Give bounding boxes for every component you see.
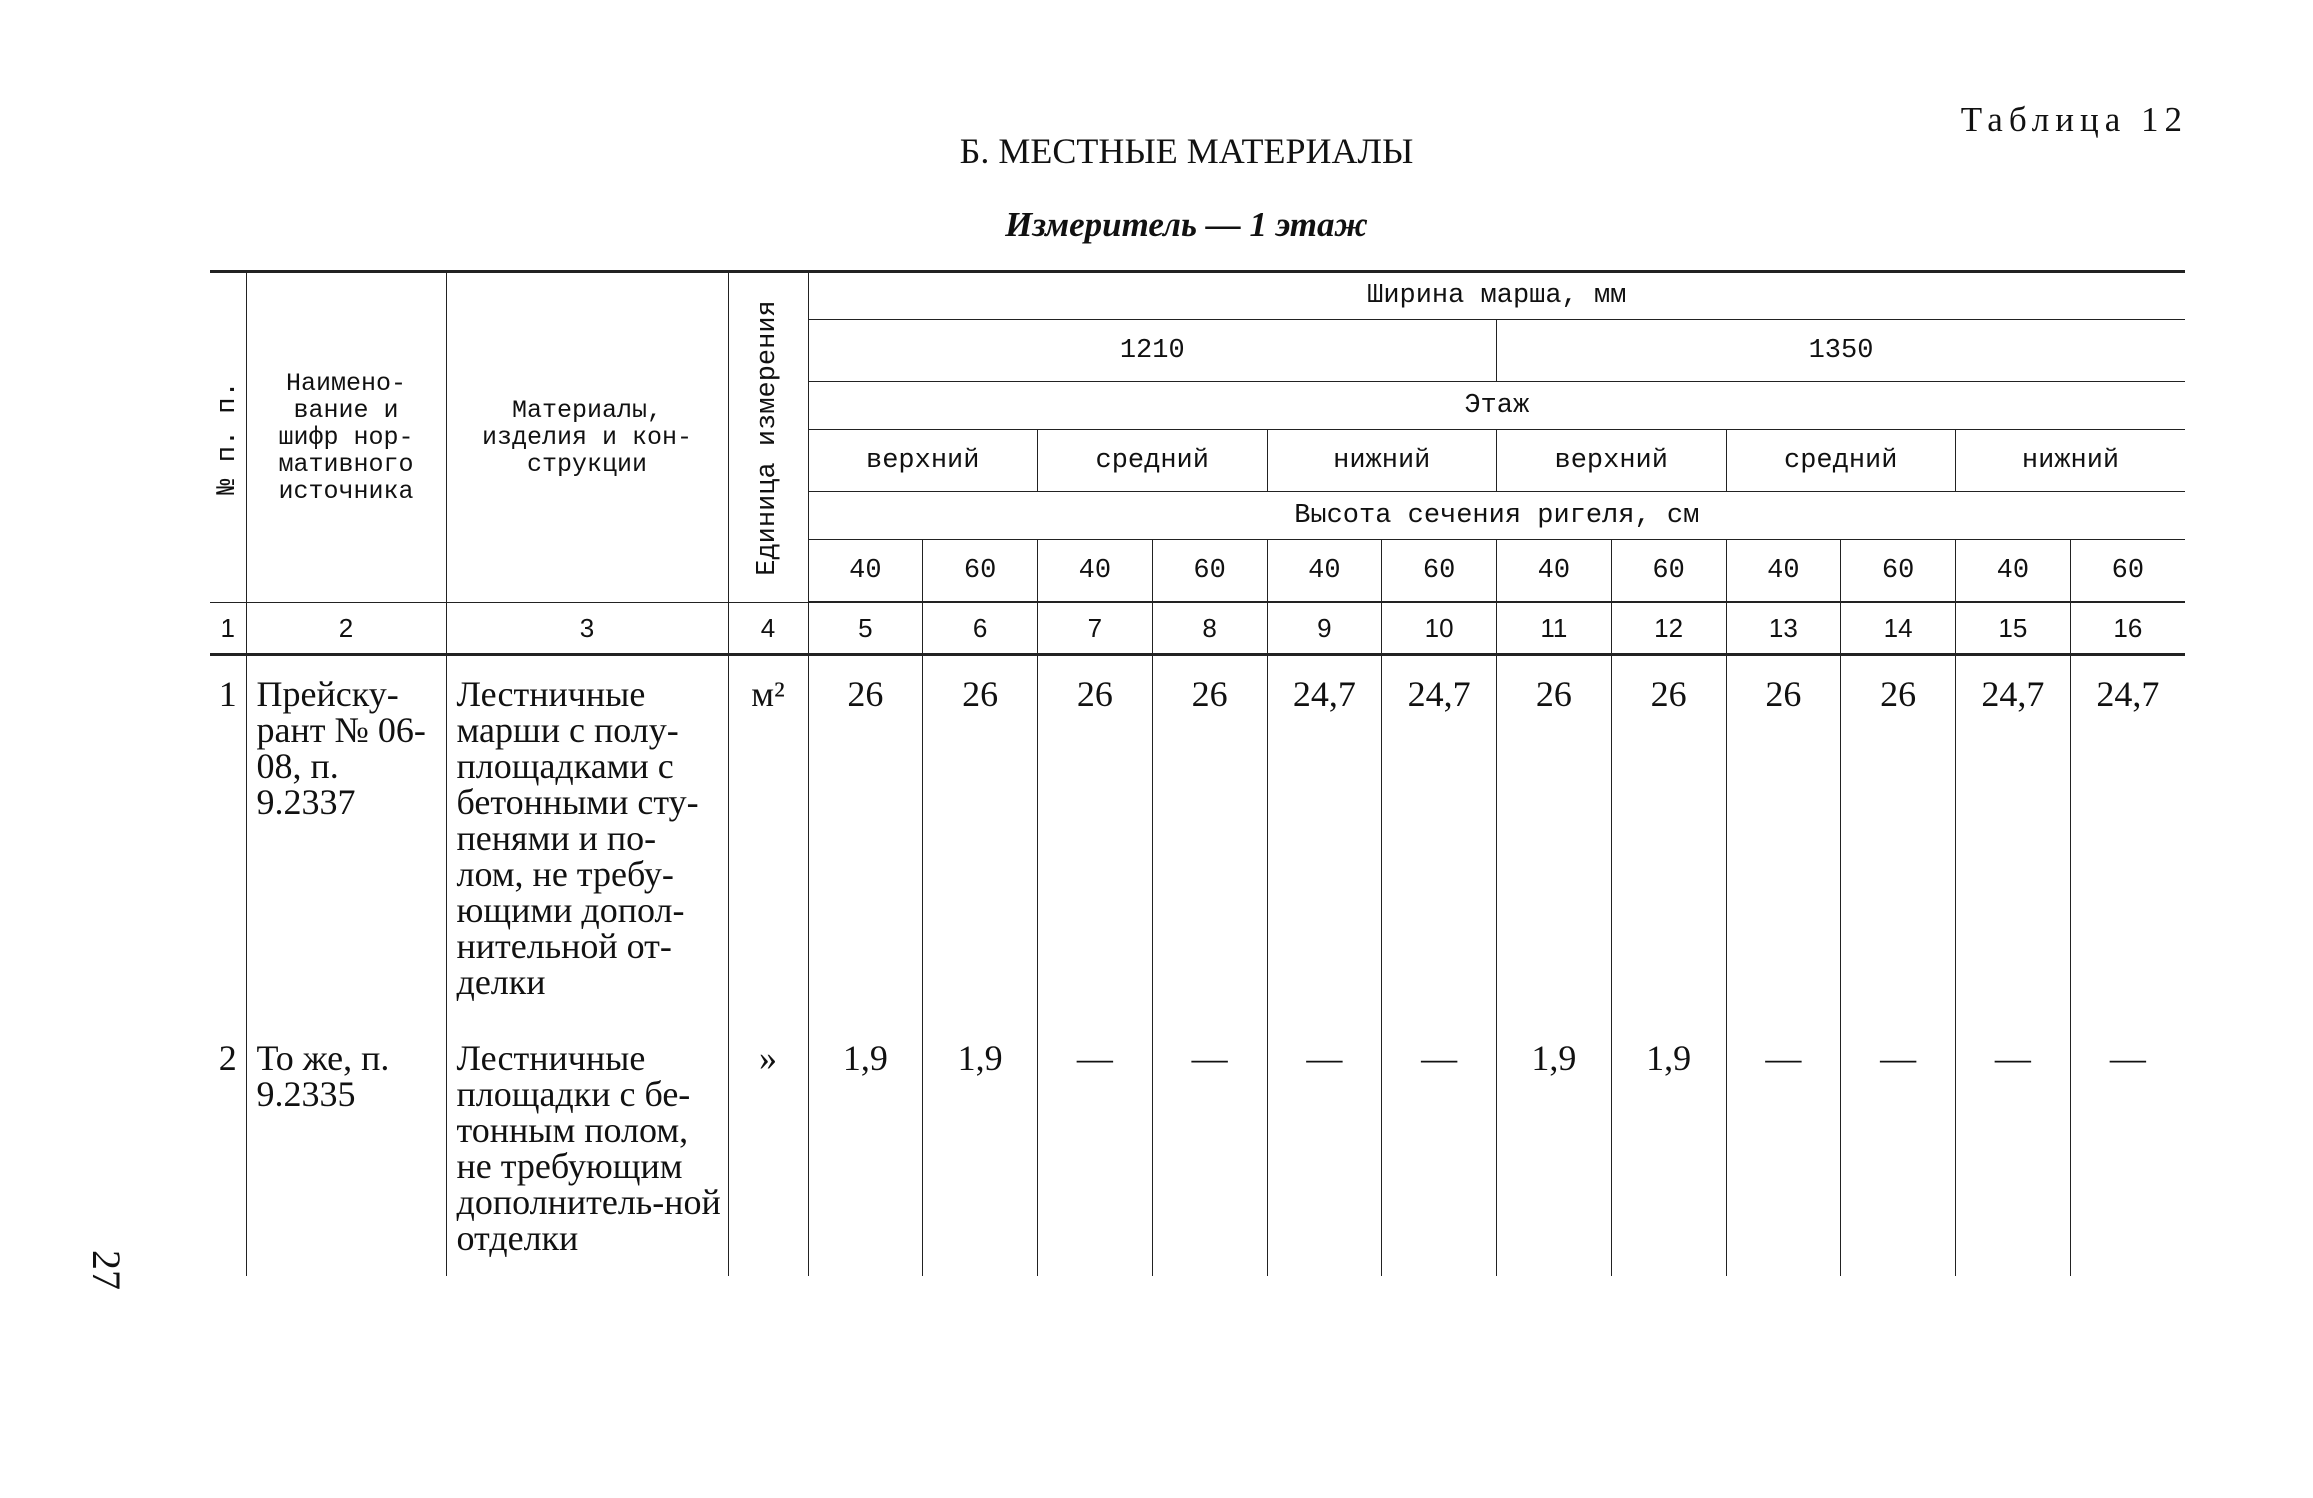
header-height: 60 <box>923 540 1038 602</box>
column-number: 2 <box>246 603 446 655</box>
header-col-no: № п. п. <box>210 272 246 603</box>
row-value: — <box>1267 1020 1382 1276</box>
header-floor-6: нижний <box>1956 430 2186 492</box>
column-number: 3 <box>446 603 728 655</box>
measure-caption: Измеритель — 1 этаж <box>1005 205 1368 244</box>
column-number: 5 <box>808 603 923 655</box>
table-row <box>210 1020 2185 1276</box>
header-height: 60 <box>2070 540 2185 602</box>
table-row <box>210 655 2185 1020</box>
header-width-1350: 1350 <box>1497 320 2186 382</box>
row-unit: м² <box>728 655 808 1020</box>
header-floor-4: верхний <box>1497 430 1727 492</box>
header-height: 60 <box>1611 540 1726 602</box>
section-title: Б. МЕСТНЫЕ МАТЕРИАЛЫ <box>959 131 1414 171</box>
column-number: 7 <box>1038 603 1153 655</box>
header-height: 40 <box>1267 540 1382 602</box>
header-floor-title: Этаж <box>808 382 2185 430</box>
row-value: 1,9 <box>808 1020 923 1276</box>
header-col-materials: Материалы, изделия и кон-струкции <box>446 272 728 603</box>
header-floor-3: нижний <box>1267 430 1497 492</box>
column-number: 13 <box>1726 603 1841 655</box>
materials-table <box>210 270 2185 1276</box>
row-value: 26 <box>1726 655 1841 1020</box>
header-floor-2: средний <box>1038 430 1268 492</box>
column-number: 4 <box>728 603 808 655</box>
row-value: — <box>2070 1020 2185 1276</box>
column-number: 6 <box>923 603 1038 655</box>
row-value: 1,9 <box>1611 1020 1726 1276</box>
table-label: Таблица 12 <box>1960 100 2188 139</box>
header-height: 60 <box>1152 540 1267 602</box>
row-value: 26 <box>1611 655 1726 1020</box>
column-number: 11 <box>1497 603 1612 655</box>
column-number: 9 <box>1267 603 1382 655</box>
header-height: 40 <box>1497 540 1612 602</box>
row-value: 26 <box>1497 655 1612 1020</box>
row-materials: Лестничные марши с полу-площадками с бетонными сту-пенями и по-лом, не требу-ющими допол-нительной от-делки <box>446 655 728 1020</box>
column-number: 8 <box>1152 603 1267 655</box>
column-number: 16 <box>2070 603 2185 655</box>
row-value: — <box>1382 1020 1497 1276</box>
column-number: 10 <box>1382 603 1497 655</box>
row-no: 2 <box>210 1020 246 1276</box>
header-width-title: Ширина марша, мм <box>808 272 2185 320</box>
page-number: 27 <box>84 1250 129 1290</box>
row-value: 26 <box>808 655 923 1020</box>
row-value: — <box>1152 1020 1267 1276</box>
row-no: 1 <box>210 655 246 1020</box>
row-source: Прейску-рант № 06-08, п. 9.2337 <box>246 655 446 1020</box>
row-source: То же, п. 9.2335 <box>246 1020 446 1276</box>
column-number: 12 <box>1611 603 1726 655</box>
row-value: 24,7 <box>1956 655 2071 1020</box>
row-unit: » <box>728 1020 808 1276</box>
header-width-1210: 1210 <box>808 320 1497 382</box>
row-value: — <box>1956 1020 2071 1276</box>
header-floor-5: средний <box>1726 430 1956 492</box>
header-floor-1: верхний <box>808 430 1038 492</box>
row-value: 1,9 <box>923 1020 1038 1276</box>
row-value: — <box>1841 1020 1956 1276</box>
row-value: 24,7 <box>1382 655 1497 1020</box>
header-height: 40 <box>1726 540 1841 602</box>
row-value: 24,7 <box>1267 655 1382 1020</box>
column-number: 15 <box>1956 603 2071 655</box>
row-value: — <box>1726 1020 1841 1276</box>
header-height: 40 <box>808 540 923 602</box>
column-number: 14 <box>1841 603 1956 655</box>
row-value: 1,9 <box>1497 1020 1612 1276</box>
row-value: 26 <box>1152 655 1267 1020</box>
header-col-unit: Единица измерения <box>728 272 808 603</box>
row-materials: Лестничные площадки с бе-тонным полом, не требующим дополнитель-ной отделки <box>446 1020 728 1276</box>
header-height: 40 <box>1956 540 2071 602</box>
row-value: 26 <box>1841 655 1956 1020</box>
column-number: 1 <box>210 603 246 655</box>
header-height: 60 <box>1841 540 1956 602</box>
row-value: — <box>1038 1020 1153 1276</box>
row-value: 24,7 <box>2070 655 2185 1020</box>
header-col-name: Наимено-вание и шифр нор-мативного источника <box>246 272 446 603</box>
row-value: 26 <box>1038 655 1153 1020</box>
header-height: 60 <box>1382 540 1497 602</box>
row-value: 26 <box>923 655 1038 1020</box>
header-height-title: Высота сечения ригеля, см <box>808 492 2185 540</box>
header-height: 40 <box>1038 540 1153 602</box>
